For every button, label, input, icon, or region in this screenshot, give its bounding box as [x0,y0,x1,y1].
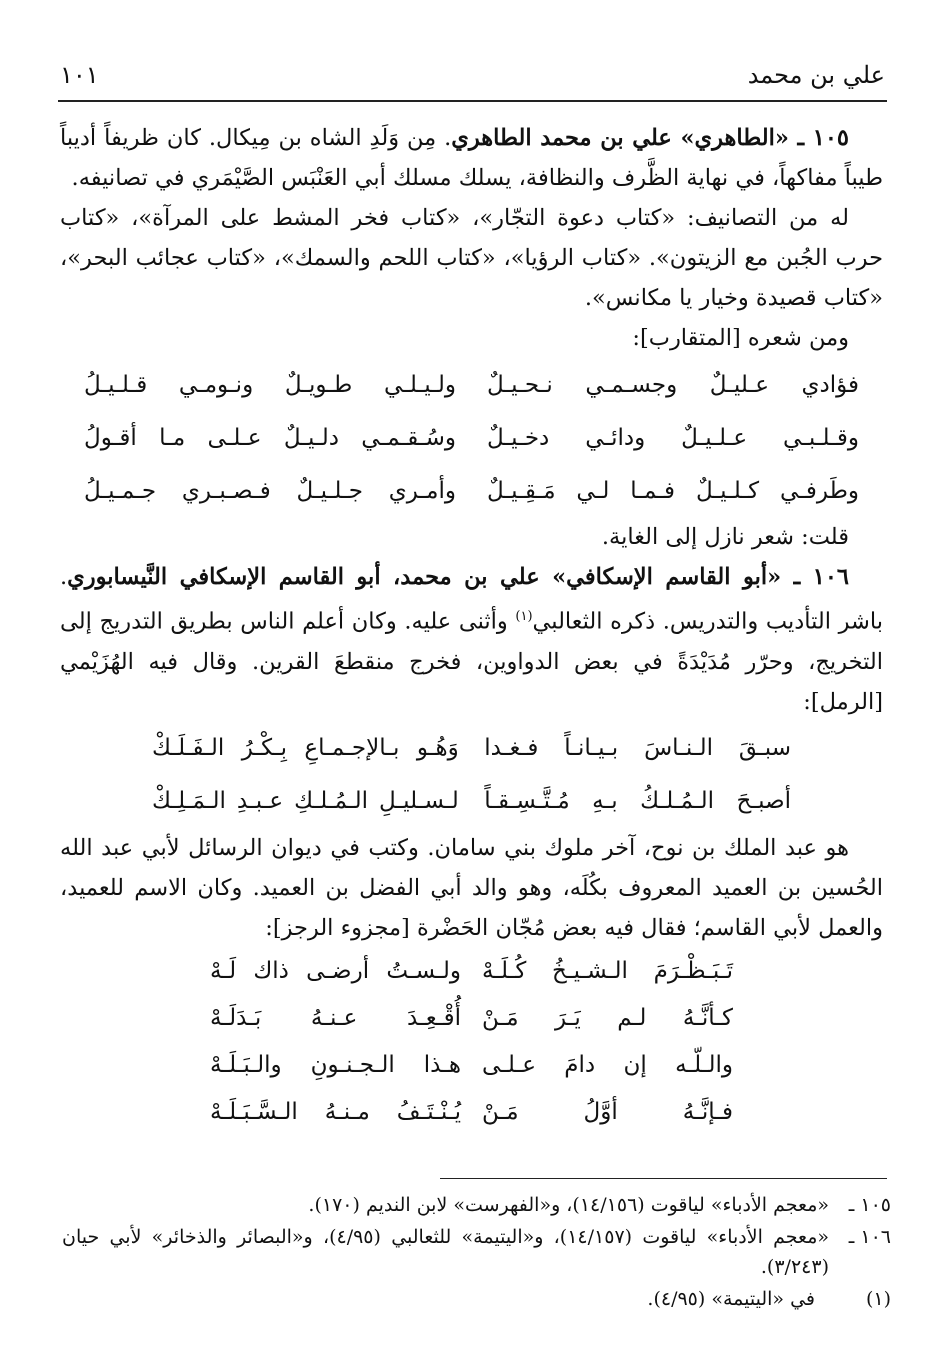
footnote-number: ١٠٥ ـ [848,1194,891,1216]
footnote [62,1284,891,1314]
poem-106-rajaz [210,948,733,1136]
poem-106 [152,722,791,828]
page-body [60,118,883,1136]
verse-second-hemistich: يُـنْـتَـفُ مـنـهُ الـسَّـبَـلَـهْ [210,1099,462,1125]
verse-line [152,775,791,828]
entry-105-text: . مِن وَلَدِ الشاه بن مِيكال. كان ظريفاً أديباً طيباً مفاكهاً، في نهاية الظَّرف والنظافة، يسلك مسلك أبي العَنْبَس الصَّيْمَري في تصانيفه. [60,125,883,191]
verse-second-hemistich: هـذا الـجـنـونِ والـبَـلَـهْ [210,1052,462,1078]
verse-first-hemistich: أصبـحَ الـمُـلـكُ بـهِ مُـتَّـسِـقـاً [484,788,791,814]
verse-first-hemistich: فؤادي عـليـلٌ وجسـمـي نـحـيـلٌ [487,371,859,398]
verse-second-hemistich: وأمـري جـلـيـلٌ فـصـبـري جـمـيـلُ [84,477,456,504]
running-title: علي بن محمد [747,61,885,89]
verse-line [210,948,733,995]
footnote-number: (١) [865,1288,891,1310]
verse-line [210,1042,733,1089]
verse-first-hemistich: وطَرفـي كـلـيـلٌ فـمـا لـي مَـقِـيـلٌ [487,477,859,504]
poem-105 [84,358,859,517]
verse-line [84,358,859,411]
entry-106-text-a: . باشر التأديب والتدريس. ذكره الثعالبي [60,564,883,635]
header-rule [58,100,887,102]
verse-second-hemistich: لـسـليـلِ الـمُـلـكِ عـبـدِ الـمَـلِـكْ [152,788,459,814]
author-remark: قلت: شعر نازل إلى الغاية. [601,524,849,550]
verse-first-hemistich: والـلّـه إن دامَ عـلـى [481,1052,733,1078]
footnote [62,1222,891,1282]
verse-second-hemistich: ولـيـلـي طـويـلٌ ونـومـي قـلـيـلُ [84,371,456,398]
verse-line [84,411,859,464]
verse-second-hemistich: ولـسـتُ أرضـى ذاك لَـهْ [210,958,462,984]
footnote-text: «معجم الأدباء» لياقوت (١٤/١٥٦)، و«الفهرست» لابن النديم (١٧٠). [308,1194,829,1216]
entry-105-paragraph [60,118,883,198]
entry-106-text-b: وأثنى عليه. وكان أعلم الناس بطريق التدريج إلى التخريج، وحرّر مُدَيْدَةً في بعض الدواوين، فخرج منقطعَ القرين. وقال فيه الهُزَيْمي [الرمل]: [60,608,883,715]
verse-second-hemistich: أُقْـعِـدَ عـنـهُ بَـدَلَـهْ [210,1005,462,1031]
verse-line [210,1089,733,1136]
footnote-rule [440,1178,887,1179]
verse-line [84,464,859,517]
verse-first-hemistich: فـإنَّـهُ أوَّلُ مَـنْ [481,1099,733,1125]
footnote-text: «معجم الأدباء» لياقوت (١٤/١٥٧)، و«اليتيمة» للثعالبي (٤/٩٥)، و«البصائر والذخائر» لأبي حيان (٣/٢٤٣). [62,1226,829,1278]
verse-first-hemistich: وقـلـبـي عـلـيـلٌ ودائـي دخـيـلٌ [487,424,859,451]
verse-first-hemistich: كـأنَّـهُ لـم يَـرَ مَـنْ [481,1005,733,1031]
footnotes [62,1190,891,1316]
entry-105-heading: ١٠٥ ـ «الطاهري» علي بن محمد الطاهري [451,125,849,151]
poem-intro: ومن شعره [المتقارب]: [632,325,849,351]
verse-line [152,722,791,775]
footnote-text: في «اليتيمة» (٤/٩٥). [647,1288,815,1310]
page-number: ١٠١ [60,61,99,89]
footnote [62,1190,891,1220]
page-header [60,58,885,92]
entry-106-continuation: هو عبد الملك بن نوح، آخر ملوك بني سامان. وكتب في ديوان الرسائل لأبي عبد الله الحُسين بن العميد المعروف بكُلَه، وهو والد أبي الفضل بن العميد. وكان الاسم للعميد، والعمل لأبي القاسم؛ فقال فيه بعض مُجّان الحَضْرة [مجزوء الرجز]: [60,834,883,941]
entry-106-heading: ١٠٦ ـ «أبو القاسم الإسكافي» علي بن محمد، أبو القاسم الإسكافي النَّيسابوري [67,564,849,590]
verse-line [210,995,733,1042]
verse-second-hemistich: وَهُـو بـالإجـمـاعِ بِـكْـرُ الـفَـلَـكْ [152,735,459,761]
entry-106-paragraph [60,557,883,722]
verse-first-hemistich: سبـقَ الـنـاسَ بـيـانـاً فـغـدا [484,735,791,761]
verse-second-hemistich: وسُـقـمـي دلـيـلٌ عـلـى مـا أقـولُ [84,424,456,451]
entry-105-works: له من التصانيف: «كتاب دعوة التجّار»، «كتاب فخر المشط على المرآة»، «كتاب حرب الجُبن مع الزيتون». «كتاب الرؤيا»، «كتاب اللحم والسمك»، «كتاب عجائب البحر»، «كتاب قصيدة وخيار يا مكانس». [60,205,883,311]
verse-first-hemistich: تَـبَـظْـرَمَ الـشـيـخُ كُـلَـهْ [481,958,733,984]
footnote-number: ١٠٦ ـ [848,1226,891,1248]
footnote-marker: (١) [515,609,533,624]
